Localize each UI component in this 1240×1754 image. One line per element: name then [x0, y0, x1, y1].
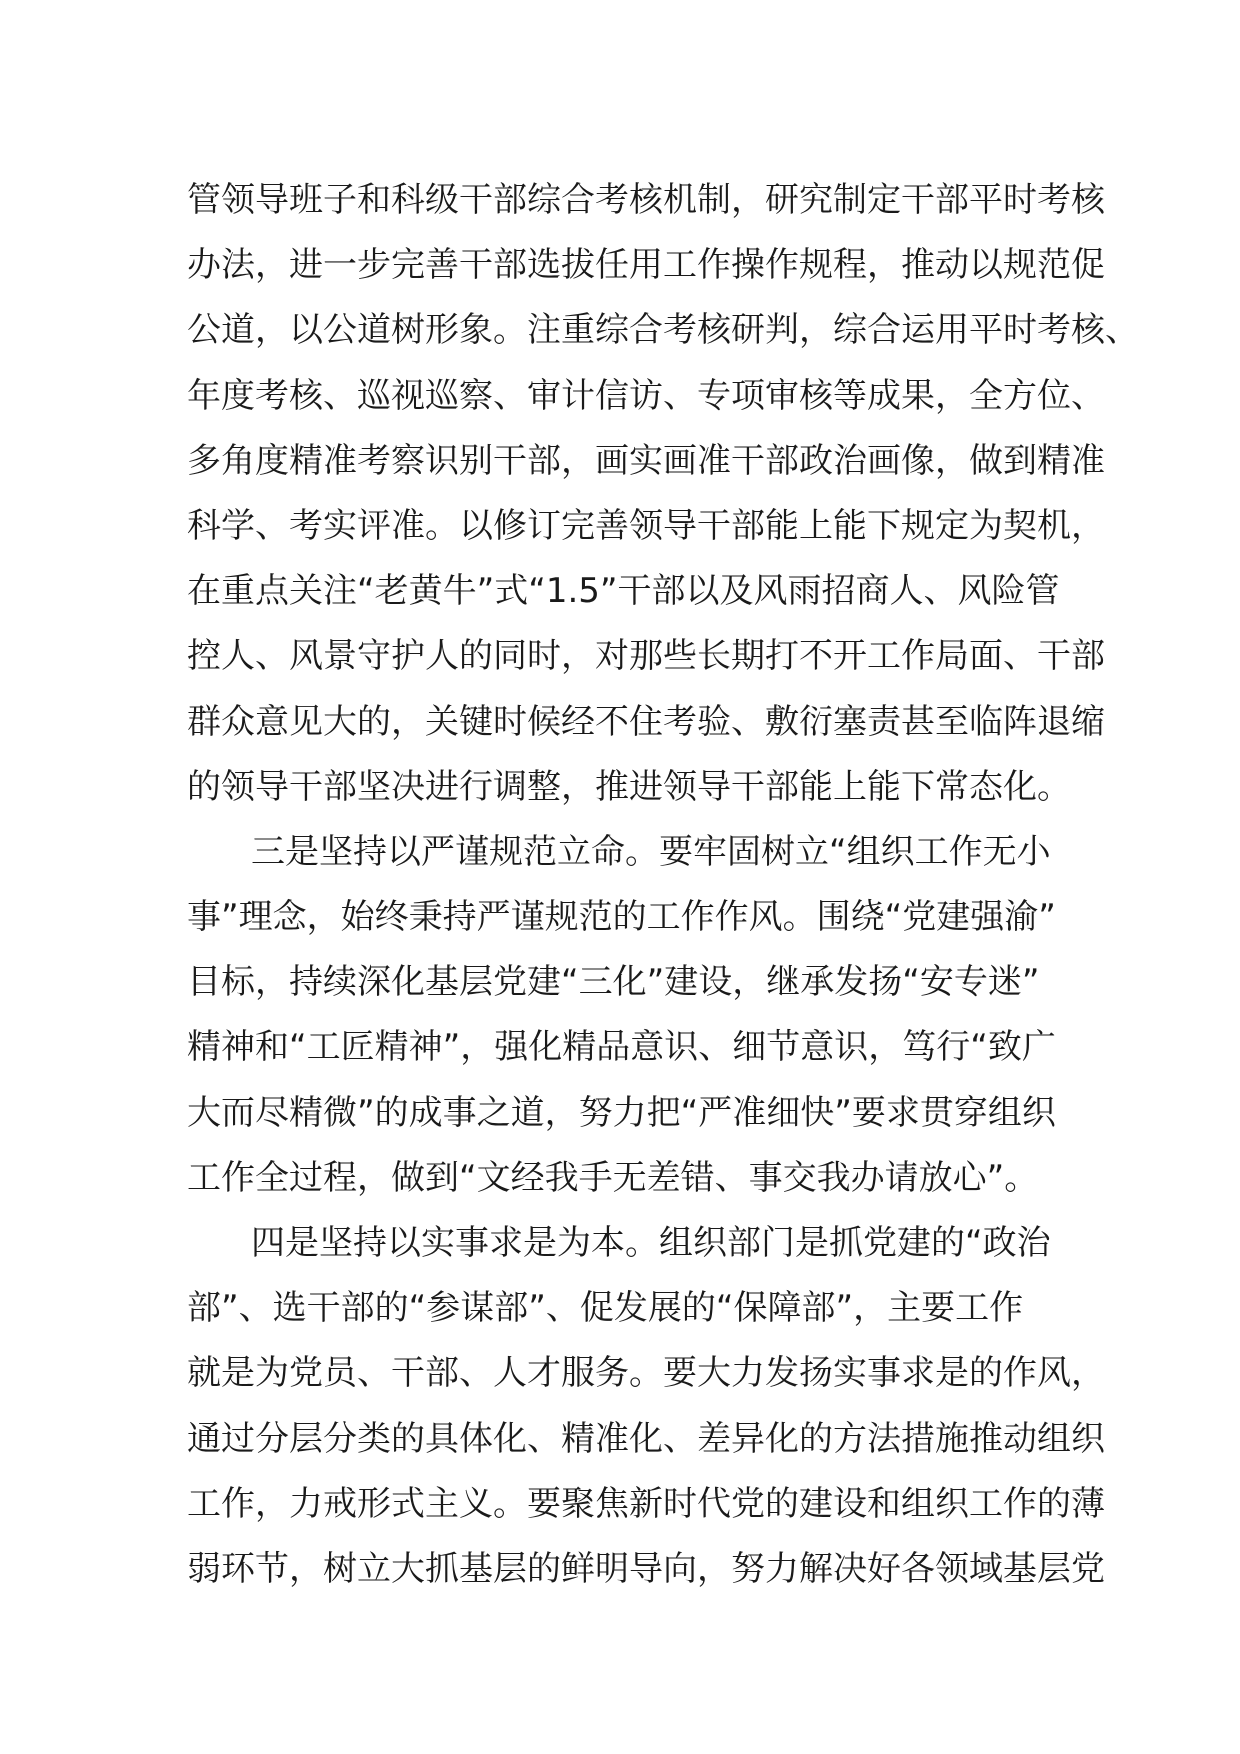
text-line: 弱环节，树立大抓基层的鲜明导向，努力解决好各领域基层党 — [187, 1548, 1105, 1589]
paragraph-start-line: 四是坚持以实事求是为本。组织部门是抓党建的“政治 — [251, 1223, 1051, 1263]
text-line: 年度考核、巡视巡察、审计信访、专项审核等成果，全方位、 — [187, 375, 1105, 416]
text-line: 在重点关注“老黄牛”式“1.5”干部以及风雨招商人、风险管 — [187, 571, 1060, 612]
body-text — [187, 168, 1139, 1602]
text-line: 通过分层分类的具体化、精准化、差异化的方法措施推动组织 — [187, 1418, 1105, 1459]
text-line: 大而尽精微”的成事之道，努力把“严准细快”要求贯穿组织 — [187, 1092, 1056, 1133]
text-line: 就是为党员、干部、人才服务。要大力发扬实事求是的作风， — [187, 1353, 1105, 1394]
text-line: 管领导班子和科级干部综合考核机制，研究制定干部平时考核 — [187, 180, 1105, 220]
text-line: 目标，持续深化基层党建“三化”建设，继承发扬“安专迷” — [187, 962, 1040, 1003]
text-line: 群众意见大的，关键时候经不住考验、敷衍塞责甚至临阵退缩 — [187, 701, 1105, 742]
text-line: 办法，进一步完善干部选拔任用工作操作规程，推动以规范促 — [187, 245, 1105, 286]
text-line: 工作全过程，做到“文经我手无差错、事交我办请放心”。 — [187, 1157, 1039, 1198]
text-line: 公道，以公道树形象。注重综合考核研判，综合运用平时考核、 — [187, 310, 1139, 351]
text-line: 控人、风景守护人的同时，对那些长期打不开工作局面、干部 — [187, 636, 1105, 677]
text-line: 精神和“工匠精神”，强化精品意识、细节意识，笃行“致广 — [187, 1027, 1056, 1068]
text-line: 事”理念，始终秉持严谨规范的工作作风。围绕“党建强渝” — [187, 897, 1056, 938]
text-line: 部”、选干部的“参谋部”、促发展的“保障部”，主要工作 — [187, 1288, 1024, 1329]
text-line: 的领导干部坚决进行调整，推进领导干部能上能下常态化。 — [187, 766, 1071, 807]
text-line: 多角度精准考察识别干部，画实画准干部政治画像，做到精准 — [187, 440, 1105, 481]
text-line: 科学、考实评准。以修订完善领导干部能上能下规定为契机， — [187, 505, 1105, 546]
text-line: 工作，力戒形式主义。要聚焦新时代党的建设和组织工作的薄 — [187, 1483, 1105, 1524]
paragraph-start-line: 三是坚持以严谨规范立命。要牢固树立“组织工作无小 — [251, 831, 1051, 872]
